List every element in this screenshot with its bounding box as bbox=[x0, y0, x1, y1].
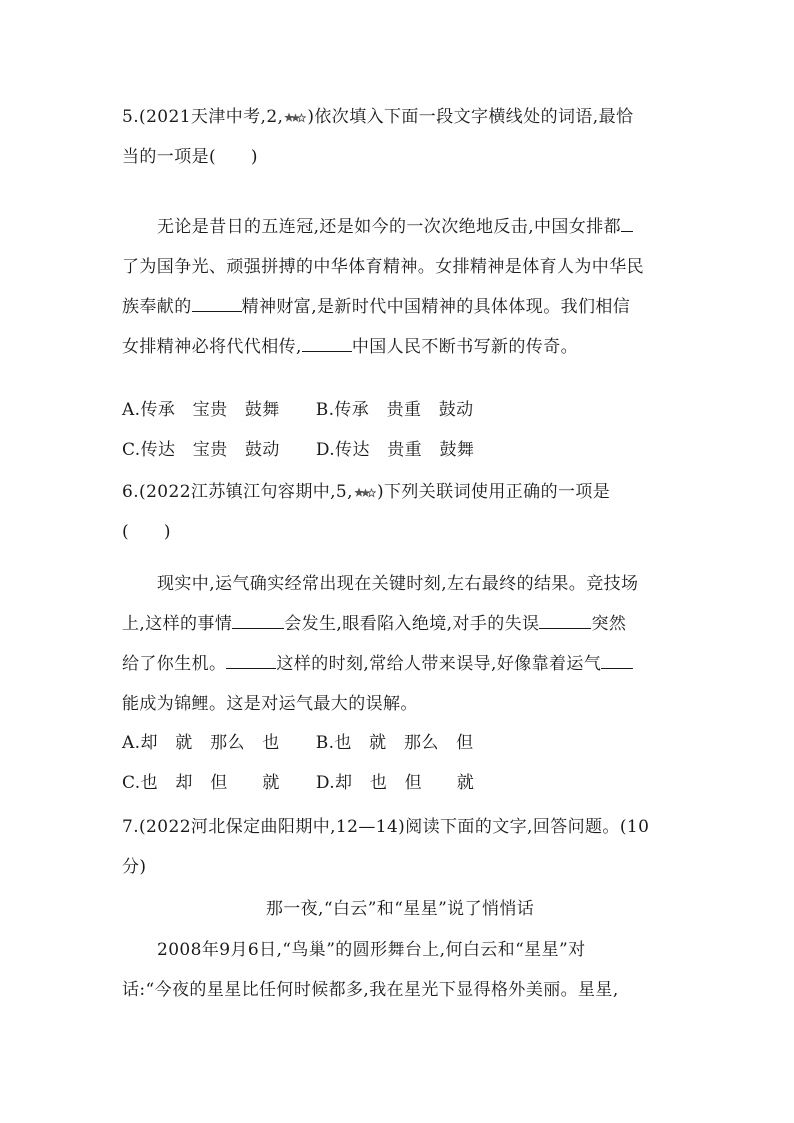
q6-header bbox=[122, 480, 678, 504]
q5-header bbox=[122, 105, 678, 129]
q5-option-d[interactable]: D.传达 贵重 鼓舞 bbox=[315, 440, 475, 460]
q5-prompt-line2: 当的一项是( ) bbox=[122, 147, 258, 167]
q5-passage-text: 精神财富,是新时代中国精神的具体体现。我们相信 bbox=[241, 297, 631, 317]
q5-options-row2 bbox=[122, 438, 678, 462]
q6-passage-text: 这样的时刻,常给人带来误导,好像靠着运气 bbox=[276, 654, 602, 674]
q6-passage-text: 给了你生机。 bbox=[122, 654, 227, 674]
q7-header-line2: 分) bbox=[122, 857, 147, 877]
q5-passage-text: 族奉献的 bbox=[122, 297, 192, 317]
q5-passage-line2: 了为国争光、顽强拼搏的中华体育精神。女排精神是体育人为中华民 bbox=[122, 257, 644, 277]
q6-passage-line1: 现实中,运气确实经常出现在关键时刻,左右最终的结果。竞技场 bbox=[157, 574, 639, 594]
q6-options-row2 bbox=[122, 771, 678, 795]
q7-passage-title: 那一夜,“白云”和“星星”说了悄悄话 bbox=[265, 899, 535, 919]
q5-option-b[interactable]: B.传承 贵重 鼓动 bbox=[315, 400, 474, 420]
q5-passage-line4 bbox=[122, 335, 678, 359]
q5-option-a[interactable]: A.传承 宝贵 鼓舞 bbox=[122, 400, 280, 420]
q6-option-a[interactable]: A.却 就 那么 也 bbox=[122, 733, 280, 753]
q6-passage-text: 上,这样的事情 bbox=[122, 614, 233, 634]
q5-passage-text: 中国人民不断书写新的传奇。 bbox=[351, 337, 579, 357]
fill-blank[interactable] bbox=[226, 652, 276, 669]
difficulty-stars-icon bbox=[354, 487, 376, 499]
fill-blank[interactable] bbox=[192, 295, 242, 312]
q6-passage-line2 bbox=[122, 612, 678, 636]
fill-blank[interactable] bbox=[539, 612, 591, 629]
q5-passage-text: 无论是昔日的五连冠,还是如今的一次次绝地反击,中国女排都 bbox=[157, 217, 622, 237]
q6-passage-text: 突然 bbox=[591, 614, 627, 634]
fill-blank[interactable] bbox=[601, 652, 633, 669]
q5-source: (2021天津中考,2, bbox=[139, 107, 284, 127]
q6-source: (2022江苏镇江句容期中,5, bbox=[139, 482, 353, 502]
q7-passage-line2: 话:“今夜的星星比任何时候都多,我在星光下显得格外美丽。星星, bbox=[122, 980, 619, 1000]
q6-options-row1 bbox=[122, 731, 678, 755]
fill-blank[interactable] bbox=[302, 335, 352, 352]
q6-option-d[interactable]: D.却 也 但 就 bbox=[315, 773, 475, 793]
q6-prompt-line2: ( ) bbox=[122, 522, 171, 542]
q5-prompt: )依次填入下面一段文字横线处的词语,最恰 bbox=[307, 107, 634, 127]
q6-passage-line3 bbox=[122, 652, 678, 676]
q7-passage-line1: 2008年9月6日,“鸟巢”的圆形舞台上,何白云和“星星”对 bbox=[157, 940, 586, 960]
q6-passage-text: 会发生,眼看陷入绝境,对手的失误 bbox=[284, 614, 540, 634]
q5-options-row1 bbox=[122, 398, 678, 422]
q5-passage-text: 女排精神必将代代相传, bbox=[122, 337, 302, 357]
q6-passage-line4: 能成为锦鲤。这是对运气最大的误解。 bbox=[122, 694, 418, 714]
difficulty-stars-icon bbox=[284, 112, 306, 124]
q5-passage-line3 bbox=[122, 295, 678, 319]
q5-number: 5. bbox=[122, 107, 140, 127]
q7-header-line1: 7.(2022河北保定曲阳期中,12—14)阅读下面的文字,回答问题。(10 bbox=[122, 817, 650, 837]
q6-number: 6. bbox=[122, 482, 140, 502]
q6-option-b[interactable]: B.也 就 那么 但 bbox=[315, 733, 474, 753]
q5-option-c[interactable]: C.传达 宝贵 鼓动 bbox=[122, 440, 280, 460]
fill-blank[interactable] bbox=[232, 612, 284, 629]
fill-blank[interactable] bbox=[621, 215, 633, 232]
q6-option-c[interactable]: C.也 却 但 就 bbox=[122, 773, 280, 793]
q5-passage-line1 bbox=[157, 215, 677, 239]
q6-prompt: )下列关联词使用正确的一项是 bbox=[376, 482, 611, 502]
